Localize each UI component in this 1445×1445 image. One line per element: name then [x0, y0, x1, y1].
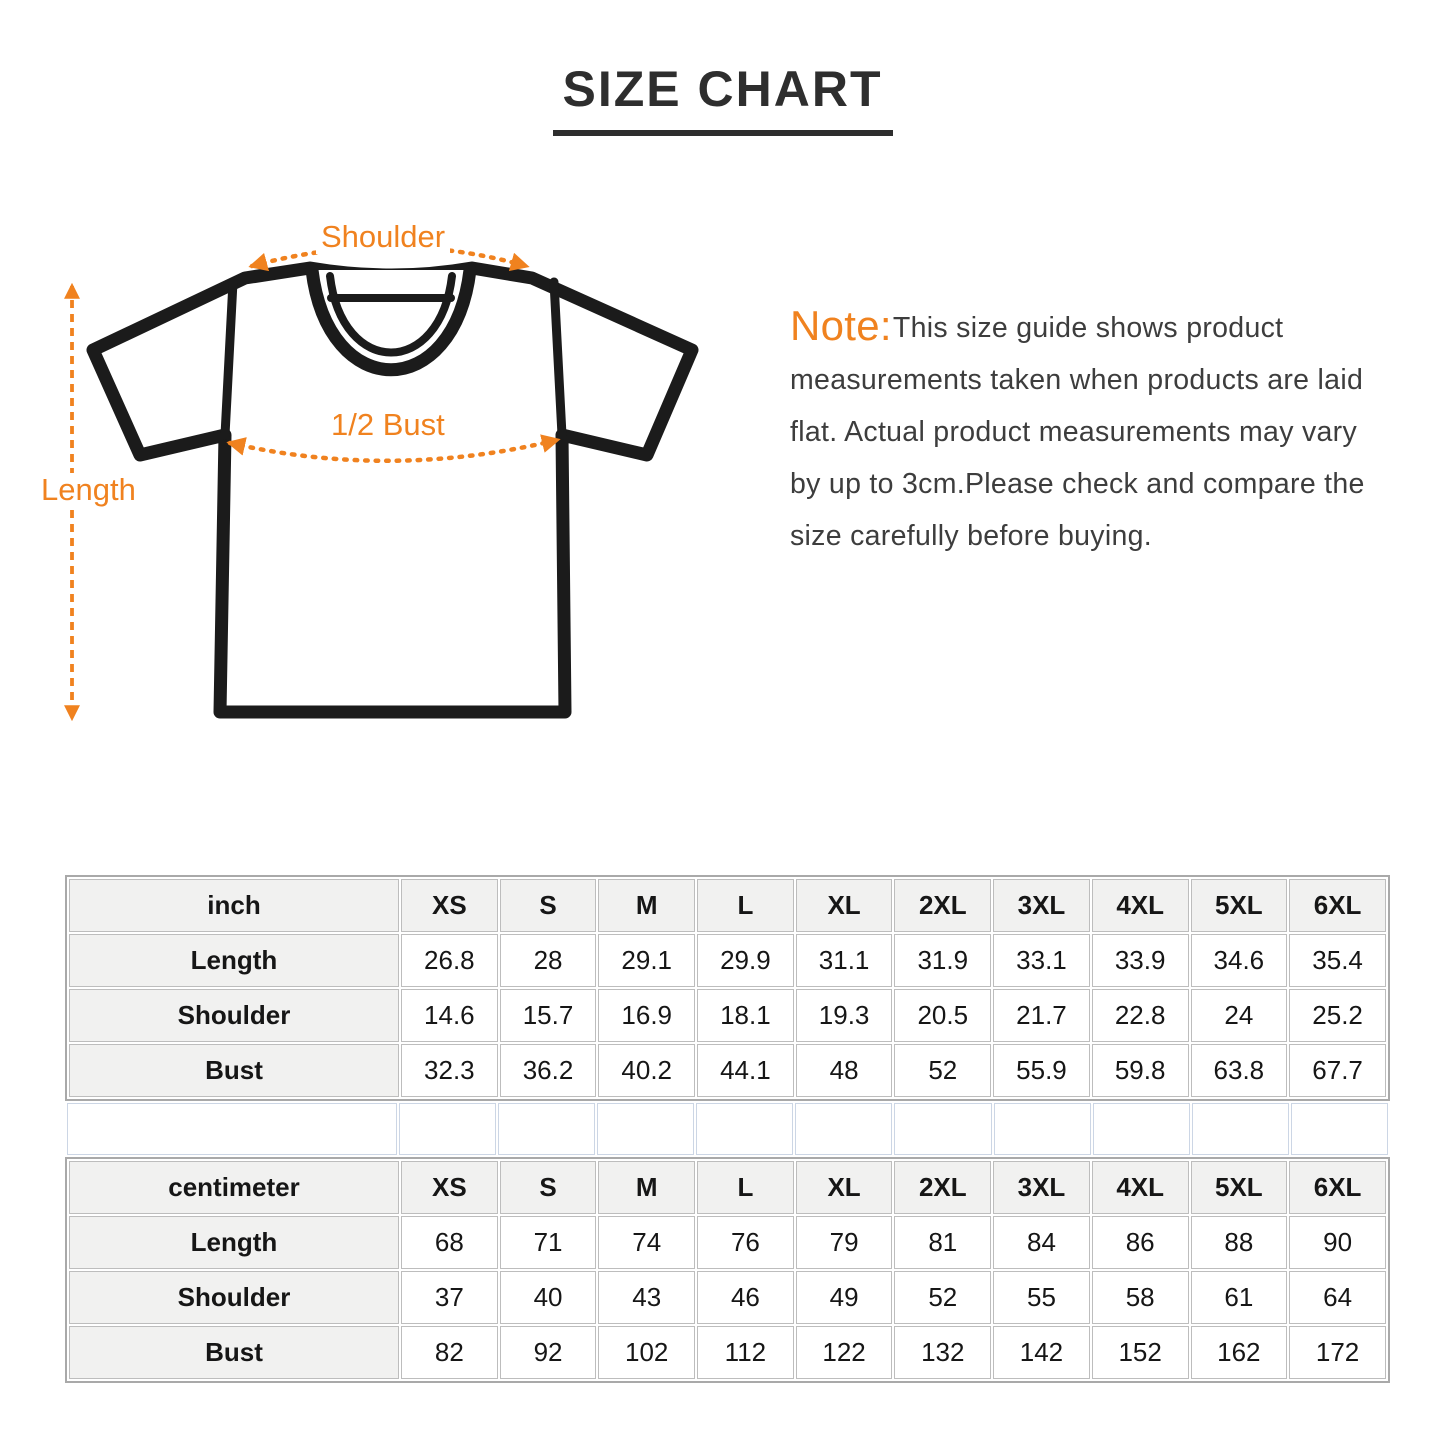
size-header-cell: XL	[796, 1161, 893, 1214]
inch-table	[65, 875, 1390, 1101]
spacer-cell	[67, 1103, 397, 1155]
spacer-cell	[696, 1103, 793, 1155]
value-cell: 67.7	[1289, 1044, 1386, 1097]
spacer-cell	[994, 1103, 1091, 1155]
tshirt-diagram	[40, 218, 740, 763]
value-cell: 37	[401, 1271, 498, 1324]
measure-row	[69, 1326, 1386, 1379]
value-cell: 22.8	[1092, 989, 1189, 1042]
value-cell: 28	[500, 934, 597, 987]
row-label-cell: Shoulder	[69, 989, 399, 1042]
value-cell: 40	[500, 1271, 597, 1324]
value-cell: 15.7	[500, 989, 597, 1042]
value-cell: 16.9	[598, 989, 695, 1042]
size-header-cell: L	[697, 879, 794, 932]
row-label-cell: Shoulder	[69, 1271, 399, 1324]
value-cell: 49	[796, 1271, 893, 1324]
note-text: This size guide shows product measurements taken when products are laid flat. Actual product measurements may vary by up to 3cm.Please check and compare the size carefully before buying.	[790, 312, 1365, 552]
size-header-cell: L	[697, 1161, 794, 1214]
value-cell: 64	[1289, 1271, 1386, 1324]
spacer-cell	[597, 1103, 694, 1155]
value-cell: 18.1	[697, 989, 794, 1042]
row-label-cell: Length	[69, 934, 399, 987]
value-cell: 92	[500, 1326, 597, 1379]
value-cell: 31.9	[894, 934, 991, 987]
value-cell: 122	[796, 1326, 893, 1379]
value-cell: 24	[1191, 989, 1288, 1042]
row-label-cell: Length	[69, 1216, 399, 1269]
row-label-cell: Bust	[69, 1044, 399, 1097]
unit-header-cell: centimeter	[69, 1161, 399, 1214]
measure-row	[69, 1271, 1386, 1324]
value-cell: 61	[1191, 1271, 1288, 1324]
centimeter-table	[65, 1157, 1390, 1383]
spacer-cell	[498, 1103, 595, 1155]
spacer-cell	[1291, 1103, 1388, 1155]
size-header-cell: 4XL	[1092, 1161, 1189, 1214]
value-cell: 31.1	[796, 934, 893, 987]
size-header-cell: 6XL	[1289, 879, 1386, 932]
size-header-cell: 5XL	[1191, 879, 1288, 932]
value-cell: 20.5	[894, 989, 991, 1042]
value-cell: 34.6	[1191, 934, 1288, 987]
value-cell: 35.4	[1289, 934, 1386, 987]
size-header-cell: M	[598, 879, 695, 932]
value-cell: 82	[401, 1326, 498, 1379]
value-cell: 52	[894, 1044, 991, 1097]
spacer-table	[65, 1101, 1390, 1157]
value-cell: 59.8	[1092, 1044, 1189, 1097]
value-cell: 172	[1289, 1326, 1386, 1379]
spacer-cell	[399, 1103, 496, 1155]
value-cell: 21.7	[993, 989, 1090, 1042]
value-cell: 63.8	[1191, 1044, 1288, 1097]
value-cell: 29.9	[697, 934, 794, 987]
measure-row	[69, 989, 1386, 1042]
value-cell: 43	[598, 1271, 695, 1324]
value-cell: 142	[993, 1326, 1090, 1379]
measure-row	[69, 934, 1386, 987]
title-wrap	[0, 60, 1445, 136]
value-cell: 29.1	[598, 934, 695, 987]
spacer-cell	[894, 1103, 991, 1155]
measure-row	[69, 1216, 1386, 1269]
value-cell: 55.9	[993, 1044, 1090, 1097]
value-cell: 76	[697, 1216, 794, 1269]
value-cell: 162	[1191, 1326, 1288, 1379]
tshirt-illustration	[40, 218, 740, 763]
value-cell: 112	[697, 1326, 794, 1379]
value-cell: 25.2	[1289, 989, 1386, 1042]
length-label: Length	[36, 473, 141, 507]
page-title: SIZE CHART	[553, 60, 893, 136]
value-cell: 58	[1092, 1271, 1189, 1324]
size-header-cell: 3XL	[993, 1161, 1090, 1214]
unit-header-cell: inch	[69, 879, 399, 932]
size-header-cell: XS	[401, 879, 498, 932]
spacer-cell	[1093, 1103, 1190, 1155]
size-tables	[65, 875, 1390, 1383]
value-cell: 90	[1289, 1216, 1386, 1269]
value-cell: 26.8	[401, 934, 498, 987]
value-cell: 46	[697, 1271, 794, 1324]
size-header-cell: XS	[401, 1161, 498, 1214]
note-block	[790, 300, 1395, 562]
value-cell: 152	[1092, 1326, 1189, 1379]
size-header-cell: 3XL	[993, 879, 1090, 932]
row-label-cell: Bust	[69, 1326, 399, 1379]
size-header-cell: M	[598, 1161, 695, 1214]
size-header-cell: 2XL	[894, 879, 991, 932]
value-cell: 40.2	[598, 1044, 695, 1097]
size-header-cell: XL	[796, 879, 893, 932]
size-header-cell: 2XL	[894, 1161, 991, 1214]
size-header-cell: 4XL	[1092, 879, 1189, 932]
size-header-cell: S	[500, 1161, 597, 1214]
size-header-cell: 6XL	[1289, 1161, 1386, 1214]
value-cell: 32.3	[401, 1044, 498, 1097]
value-cell: 48	[796, 1044, 893, 1097]
spacer-cell	[795, 1103, 892, 1155]
value-cell: 36.2	[500, 1044, 597, 1097]
value-cell: 74	[598, 1216, 695, 1269]
value-cell: 33.9	[1092, 934, 1189, 987]
value-cell: 86	[1092, 1216, 1189, 1269]
size-header-cell: 5XL	[1191, 1161, 1288, 1214]
value-cell: 68	[401, 1216, 498, 1269]
header-row	[69, 1161, 1386, 1214]
note-label: Note:	[790, 302, 892, 349]
value-cell: 102	[598, 1326, 695, 1379]
value-cell: 19.3	[796, 989, 893, 1042]
value-cell: 71	[500, 1216, 597, 1269]
measure-row	[69, 1044, 1386, 1097]
bust-label: 1/2 Bust	[326, 408, 450, 442]
value-cell: 81	[894, 1216, 991, 1269]
value-cell: 84	[993, 1216, 1090, 1269]
value-cell: 132	[894, 1326, 991, 1379]
shoulder-label: Shoulder	[316, 220, 450, 254]
value-cell: 88	[1191, 1216, 1288, 1269]
value-cell: 55	[993, 1271, 1090, 1324]
value-cell: 44.1	[697, 1044, 794, 1097]
value-cell: 14.6	[401, 989, 498, 1042]
value-cell: 33.1	[993, 934, 1090, 987]
value-cell: 52	[894, 1271, 991, 1324]
spacer-cell	[1192, 1103, 1289, 1155]
value-cell: 79	[796, 1216, 893, 1269]
size-header-cell: S	[500, 879, 597, 932]
header-row	[69, 879, 1386, 932]
spacer-row	[67, 1103, 1388, 1155]
